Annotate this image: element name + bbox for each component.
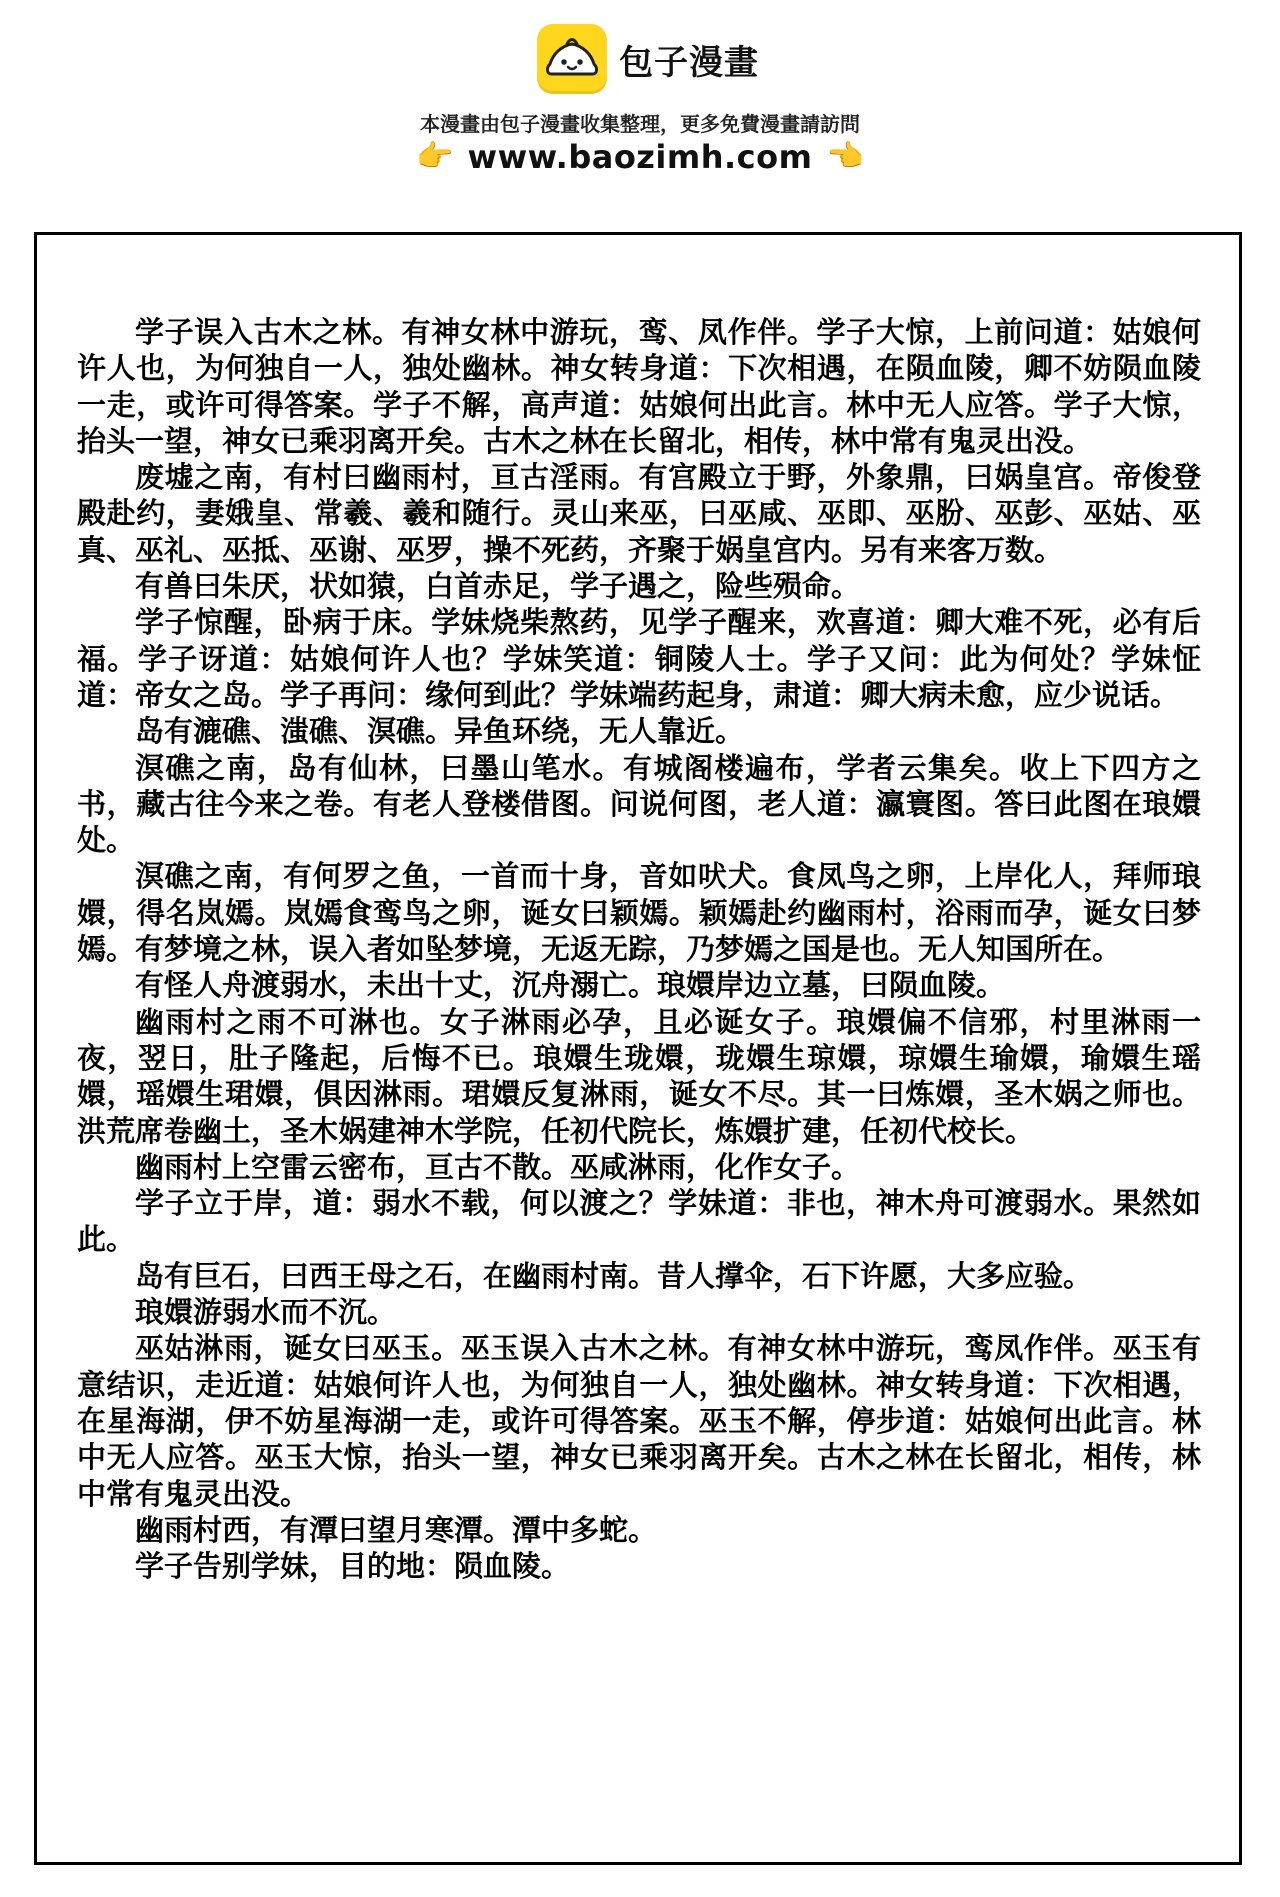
text-panel <box>34 232 1242 1865</box>
site-url-link[interactable]: www.baozimh.com <box>467 138 813 176</box>
url-row <box>0 138 1280 176</box>
paragraph: 学子惊醒，卧病于床。学妹烧柴熬药，见学子醒来，欢喜道：卿大难不死，必有后福。学子讶道：姑娘何许人也？学妹笑道：铜陵人士。学子又问：此为何处？学妹怔道：帝女之岛。学子再问：缘何到此？学妹端药起身，肃道：卿大病未愈，应少说话。 <box>77 605 1201 712</box>
paragraph: 学子告别学妹，目的地：陨血陵。 <box>135 1549 571 1584</box>
paragraph: 有兽曰朱厌，状如猿，白首赤足，学子遇之，险些殒命。 <box>135 569 861 604</box>
paragraph: 幽雨村西，有潭曰望月寒潭。潭中多蛇。 <box>135 1512 658 1547</box>
story-text <box>77 314 1201 1584</box>
site-tagline: 本漫畫由包子漫畫收集整理，更多免費漫畫請訪問 <box>420 112 860 136</box>
paragraph: 幽雨村之雨不可淋也。女子淋雨必孕，且必诞女子。琅嬛偏不信邪，村里淋雨一夜，翌日，肚子隆起，后悔不已。琅嬛生珑嬛，珑嬛生琼嬛，琼嬛生瑜嬛，瑜嬛生瑶嬛，瑶嬛生珺嬛，俱因淋雨。珺嬛反复淋雨，诞女不尽。其一曰炼嬛，圣木娲之师也。洪荒席卷幽土，圣木娲建神木学院，任初代院长，炼嬛扩建，任初代校长。 <box>77 1004 1201 1148</box>
paragraph: 废墟之南，有村曰幽雨村，亘古淫雨。有宫殿立于野，外象鼎，曰娲皇宫。帝俊登殿赴约，妻娥皇、常羲、羲和随行。灵山来巫，曰巫咸、巫即、巫肦、巫彭、巫姑、巫真、巫礼、巫抵、巫谢、巫罗，操不死药，齐聚于娲皇宫内。另有来客万数。 <box>77 460 1201 567</box>
paragraph: 琅嬛游弱水而不沉。 <box>135 1295 397 1330</box>
paragraph: 巫姑淋雨，诞女曰巫玉。巫玉误入古木之林。有神女林中游玩，鸾凤作伴。巫玉有意结识，走近道：姑娘何许人也，为何独自一人，独处幽林。神女转身道：下次相遇，在星海湖，伊不妨星海湖一走，或许可得答案。巫玉不解，停步道：姑娘何出此言。林中无人应答。巫玉大惊，抬头一望，神女已乘羽离开矣。古木之林在长留北，相传，林中常有鬼灵出没。 <box>77 1331 1201 1511</box>
paragraph: 幽雨村上空雷云密布，亘古不散。巫咸淋雨，化作女子。 <box>135 1149 861 1184</box>
paragraph: 学子立于岸，道：弱水不载，何以渡之？学妹道：非也，神木舟可渡弱水。果然如此。 <box>77 1186 1201 1257</box>
paragraph: 有怪人舟渡弱水，未出十丈，沉舟溺亡。琅嬛岸边立墓，曰陨血陵。 <box>135 968 1006 1003</box>
site-header <box>0 0 1280 200</box>
paragraph: 溟礁之南，岛有仙林，曰墨山笔水。有城阁楼遍布，学者云集矣。收上下四方之书，藏古往今来之卷。有老人登楼借图。问说何图，老人道：瀛寰图。答曰此图在琅嬛处。 <box>77 750 1201 858</box>
baozi-logo-icon <box>537 24 607 94</box>
pointing-left-icon: 👈 <box>826 139 864 174</box>
paragraph: 溟礁之南，有何罗之鱼，一首而十身，音如吠犬。食凤鸟之卵，上岸化人，拜师琅嬛，得名岚嫣。岚嫣食鸾鸟之卵，诞女曰颖嫣。颖嫣赴约幽雨村，浴雨而孕，诞女曰梦嫣。有梦境之林，误入者如坠梦境，无返无踪，乃梦嫣之国是也。无人知国所在。 <box>77 859 1201 967</box>
pointing-right-icon: 👉 <box>416 139 454 174</box>
paragraph: 岛有巨石，曰西王母之石，在幽雨村南。昔人撑伞，石下许愿，大多应验。 <box>135 1258 1093 1293</box>
paragraph: 学子误入古木之林。有神女林中游玩，鸾、凤作伴。学子大惊，上前问道：姑娘何许人也，为何独自一人，独处幽林。神女转身道：下次相遇，在陨血陵，卿不妨陨血陵一走，或许可得答案。学子不解，高声道：姑娘何出此言。林中无人应答。学子大惊，抬头一望，神女已乘羽离开矣。古木之林在长留北，相传，林中常有鬼灵出没。 <box>77 315 1201 458</box>
brand-name: 包子漫畫 <box>619 42 759 83</box>
brand[interactable] <box>537 24 759 94</box>
paragraph: 岛有漉礁、滍礁、溟礁。异鱼环绕，无人靠近。 <box>135 714 745 749</box>
